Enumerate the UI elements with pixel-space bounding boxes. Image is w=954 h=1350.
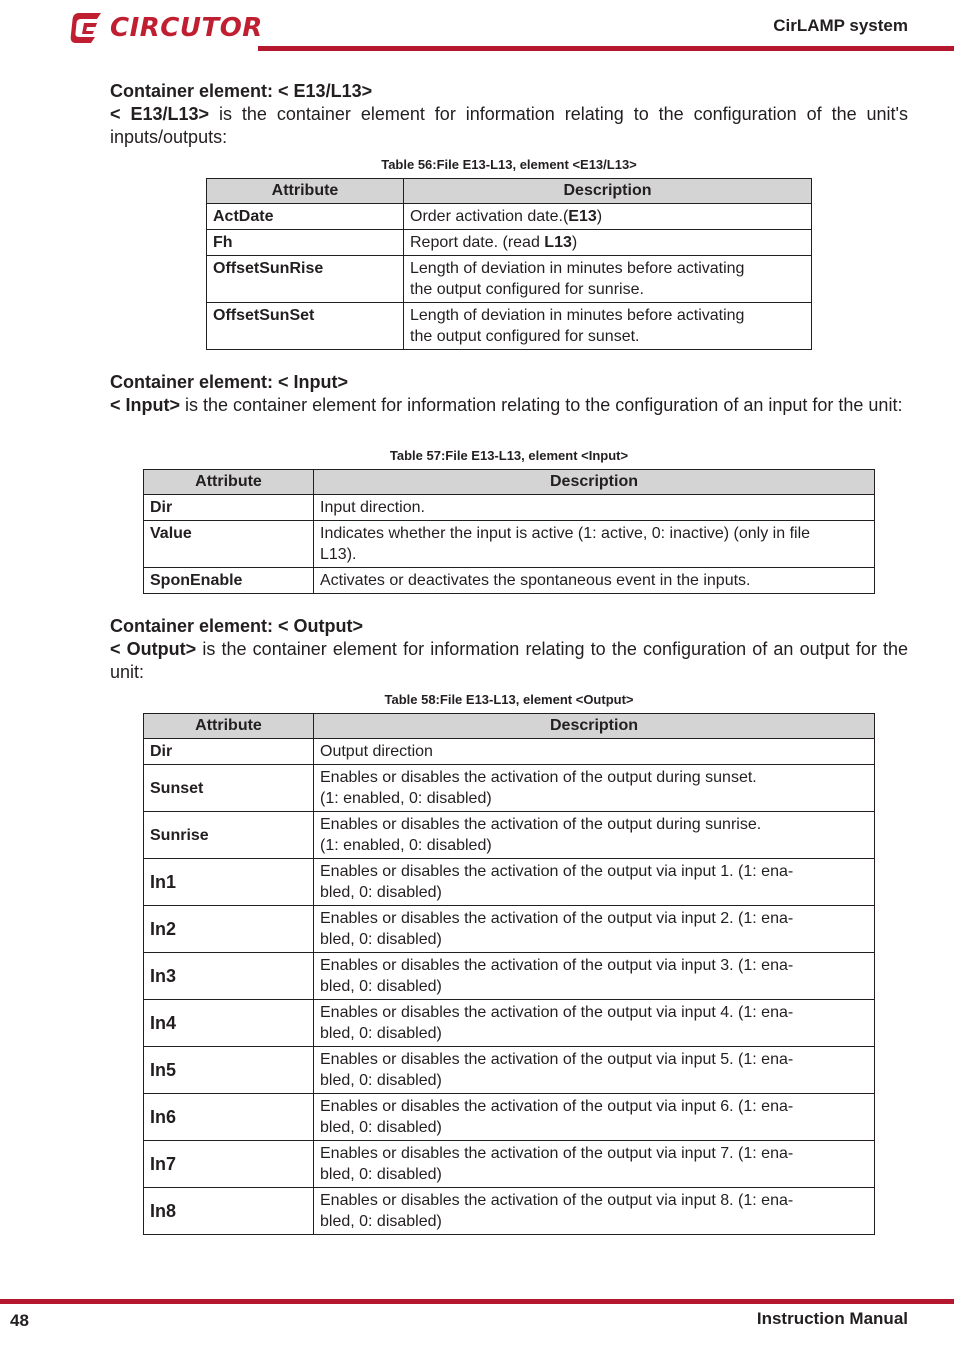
table-row: [144, 906, 875, 953]
page-number: 48: [10, 1311, 29, 1330]
description-line: Enables or disables the activation of the output via input 1. (1: ena-: [320, 863, 794, 880]
intro-lead: < E13/L13>: [110, 104, 210, 124]
table-row: [144, 765, 875, 812]
description-cell: Input direction.: [314, 495, 875, 521]
attribute-cell: Dir: [144, 739, 314, 765]
footer-title: Instruction Manual: [756, 1309, 908, 1328]
section-title-output: Container element: < Output>: [110, 616, 364, 636]
attribute-cell: In3: [144, 953, 314, 1000]
description-cell: [314, 1141, 875, 1188]
description-line: the output configured for sunset.: [410, 328, 640, 345]
description-line: Enables or disables the activation of the output via input 5. (1: ena-: [320, 1051, 794, 1068]
table-output: [143, 713, 875, 1235]
attribute-cell: Sunset: [144, 765, 314, 812]
description-line: bled, 0: disabled): [320, 1072, 442, 1089]
attribute-cell: OffsetSunRise: [207, 256, 404, 303]
table-caption-57: Table 57:File E13-L13, element <Input>: [389, 448, 629, 463]
description-cell: [404, 230, 812, 256]
description-cell: Output direction: [314, 739, 875, 765]
table-row: [144, 1188, 875, 1235]
table-row: [144, 521, 875, 568]
table-row: [144, 859, 875, 906]
attribute-cell: In5: [144, 1047, 314, 1094]
table-input: [143, 469, 875, 594]
description-line: Enables or disables the activation of the output via input 6. (1: ena-: [320, 1098, 794, 1115]
table-row: [207, 303, 812, 350]
description-cell: [404, 204, 812, 230]
footer-rule: [0, 1299, 954, 1304]
table-row: [144, 953, 875, 1000]
circutor-logo: [70, 10, 263, 46]
description-line: bled, 0: disabled): [320, 884, 442, 901]
description-line: bled, 0: disabled): [320, 1213, 442, 1230]
description-line: bled, 0: disabled): [320, 1166, 442, 1183]
header-description: Description: [404, 179, 812, 204]
description-cell: [314, 906, 875, 953]
table-row: [144, 1000, 875, 1047]
header-description: Description: [314, 714, 875, 739]
description-cell: [314, 953, 875, 1000]
header-attribute: Attribute: [144, 714, 314, 739]
table-row: [144, 495, 875, 521]
table-row: [207, 230, 812, 256]
description-line: Enables or disables the activation of the output via input 8. (1: ena-: [320, 1192, 794, 1209]
description-line: (1: enabled, 0: disabled): [320, 837, 492, 854]
intro-text: is the container element for information relating to the configuration of an input for the unit:: [180, 395, 903, 415]
section-intro-output: [110, 638, 908, 684]
description-line: Enables or disables the activation of the output during sunset.: [320, 769, 757, 786]
table-row: [144, 1094, 875, 1141]
header-attribute: Attribute: [207, 179, 404, 204]
table-e13-l13: [206, 178, 812, 350]
table-row: [144, 1141, 875, 1188]
description-line: the output configured for sunrise.: [410, 281, 644, 298]
description-line: Enables or disables the activation of the output via input 3. (1: ena-: [320, 957, 794, 974]
description-line: bled, 0: disabled): [320, 931, 442, 948]
description-line: Enables or disables the activation of the output during sunrise.: [320, 816, 762, 833]
header-attribute: Attribute: [144, 470, 314, 495]
description-line: Length of deviation in minutes before activating: [410, 307, 745, 324]
attribute-cell: In7: [144, 1141, 314, 1188]
description-cell: [314, 765, 875, 812]
attribute-cell: In1: [144, 859, 314, 906]
attribute-cell: ActDate: [207, 204, 404, 230]
description-line: L13).: [320, 546, 357, 563]
attribute-cell: Fh: [207, 230, 404, 256]
table-row: [144, 739, 875, 765]
table-row: [144, 812, 875, 859]
attribute-cell: In6: [144, 1094, 314, 1141]
description-cell: [404, 303, 812, 350]
description-cell: [404, 256, 812, 303]
section-title-e13: Container element: < E13/L13>: [110, 81, 373, 101]
header-description: Description: [314, 470, 875, 495]
circutor-logo-icon: [70, 11, 104, 45]
description-line: Enables or disables the activation of the output via input 2. (1: ena-: [320, 910, 794, 927]
description-cell: [314, 859, 875, 906]
intro-lead: < Input>: [110, 395, 181, 415]
section-intro-input: [110, 394, 908, 417]
attribute-cell: In8: [144, 1188, 314, 1235]
description-bold: E13: [568, 208, 597, 225]
table-header-row: [144, 470, 875, 495]
table-row: [144, 568, 875, 594]
description-line: bled, 0: disabled): [320, 978, 442, 995]
header-title: CirLAMP system: [773, 16, 908, 35]
section-title-input: Container element: < Input>: [110, 372, 349, 392]
table-caption-56: Table 56:File E13-L13, element <E13/L13>: [381, 157, 637, 172]
table-row: [207, 256, 812, 303]
attribute-cell: Sunrise: [144, 812, 314, 859]
table-row: [207, 204, 812, 230]
description-text: Order activation date.(: [410, 208, 569, 225]
brand-name: CIRCUTOR: [110, 13, 263, 43]
attribute-cell: Value: [144, 521, 314, 568]
description-cell: Activates or deactivates the spontaneous event in the inputs.: [314, 568, 875, 594]
table-row: [144, 1047, 875, 1094]
description-bold: L13: [544, 234, 572, 251]
intro-lead: < Output>: [110, 639, 197, 659]
description-cell: [314, 1000, 875, 1047]
table-header-row: [144, 714, 875, 739]
description-text: ): [571, 234, 578, 251]
table-caption-58: Table 58:File E13-L13, element <Output>: [384, 692, 634, 707]
description-cell: [314, 1094, 875, 1141]
intro-text: is the container element for information relating to the configuration of the unit's inputs/outputs:: [110, 104, 908, 147]
attribute-cell: In4: [144, 1000, 314, 1047]
attribute-cell: OffsetSunSet: [207, 303, 404, 350]
description-line: bled, 0: disabled): [320, 1025, 442, 1042]
attribute-cell: Dir: [144, 495, 314, 521]
description-text: Report date. (read: [410, 234, 545, 251]
description-line: (1: enabled, 0: disabled): [320, 790, 492, 807]
description-cell: [314, 1047, 875, 1094]
intro-text: is the container element for information relating to the configuration of an output for the unit:: [110, 639, 909, 682]
header-rule: [258, 46, 954, 51]
attribute-cell: In2: [144, 906, 314, 953]
description-line: Enables or disables the activation of the output via input 7. (1: ena-: [320, 1145, 794, 1162]
description-line: bled, 0: disabled): [320, 1119, 442, 1136]
description-cell: [314, 1188, 875, 1235]
description-line: Enables or disables the activation of the output via input 4. (1: ena-: [320, 1004, 794, 1021]
attribute-cell: SponEnable: [144, 568, 314, 594]
description-line: Length of deviation in minutes before activating: [410, 260, 745, 277]
description-line: Indicates whether the input is active (1: active, 0: inactive) (only in file: [320, 525, 811, 542]
description-cell: [314, 812, 875, 859]
description-text: ): [596, 208, 603, 225]
section-intro-e13: [110, 103, 908, 149]
table-header-row: [207, 179, 812, 204]
description-cell: [314, 521, 875, 568]
